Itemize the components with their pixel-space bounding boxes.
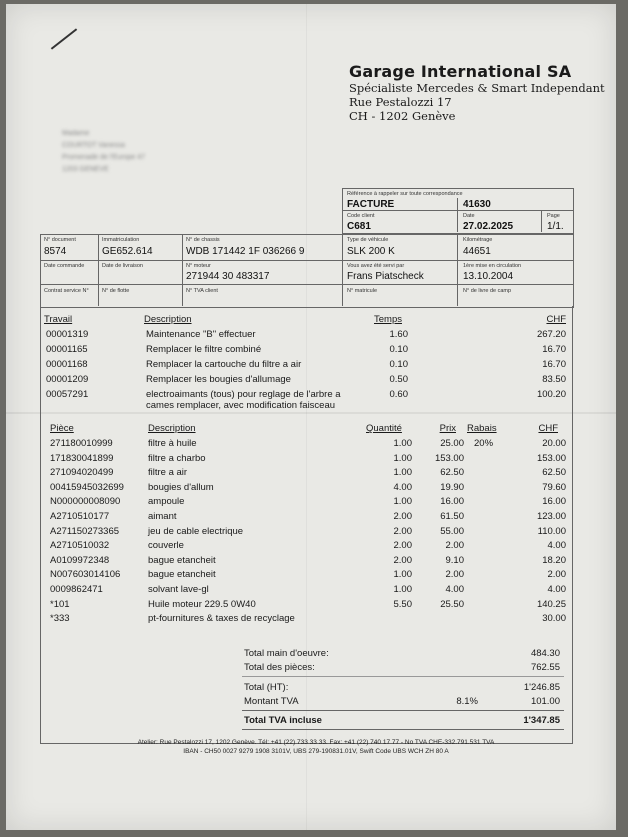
mileage: 44651 [463, 246, 491, 257]
labor-desc-continued: cames remplacer, avec modification faisceau [146, 400, 336, 411]
pen-mark [51, 28, 77, 49]
vat-rate: 8.1% [456, 696, 478, 707]
part-desc: filtre a charbo [148, 452, 206, 464]
part-chf: 2.00 [547, 569, 566, 581]
part-desc: Huile moteur 229.5 0W40 [148, 598, 256, 610]
date-label: Date [463, 213, 475, 219]
doc-no-label: N° document [44, 237, 76, 243]
part-qty: 1.00 [393, 452, 412, 464]
vat-client-label: N° TVA client [186, 288, 218, 294]
total-labor-label: Total main d'oeuvre: [244, 648, 329, 659]
labor-col-time: Temps [374, 314, 402, 325]
grid-line [40, 284, 573, 285]
total-ht-label: Total (HT): [244, 682, 289, 693]
part-code: *101 [50, 598, 70, 610]
part-qty: 4.00 [393, 481, 412, 493]
part-code: A2710510032 [50, 540, 110, 552]
part-code: 271094020499 [50, 467, 114, 479]
part-price: 62.50 [440, 467, 464, 479]
paper-fold [6, 412, 616, 414]
part-price: 16.00 [440, 496, 464, 508]
vehicle-type-label: Type de véhicule [347, 237, 389, 243]
reference-label: Référence à rappeler sur toute correspondance [347, 191, 463, 197]
company-header [349, 62, 605, 123]
labor-time: 0.60 [389, 389, 408, 400]
addressee-block [62, 128, 145, 176]
fleet-label: N° de flotte [102, 288, 130, 294]
part-code: *333 [50, 613, 70, 625]
doc-type: FACTURE [347, 199, 395, 210]
part-code: 271180010999 [50, 438, 113, 449]
part-desc: bague etancheit [148, 569, 216, 581]
invoice-date: 27.02.2025 [463, 221, 514, 232]
part-price: 25.50 [440, 598, 464, 610]
part-price: 2.00 [445, 569, 464, 581]
grid-line [98, 234, 99, 260]
served-by: Frans Piatscheck [347, 271, 424, 282]
grid-line [541, 210, 542, 232]
part-chf: 16.00 [542, 496, 566, 508]
part-price: 55.00 [440, 525, 464, 537]
part-chf: 62.50 [542, 467, 566, 479]
part-chf: 79.60 [542, 481, 566, 493]
part-chf: 30.00 [542, 613, 566, 625]
total-parts-label: Total des pièces: [244, 662, 315, 673]
part-chf: 153.00 [536, 452, 566, 464]
labor-code: 00001319 [46, 329, 89, 340]
parts-col-price: Prix [439, 423, 456, 434]
labor-time: 1.60 [389, 329, 408, 340]
grid-line [457, 234, 458, 306]
part-code: 171830041899 [50, 452, 114, 464]
labor-chf: 16.70 [542, 359, 566, 370]
client-code-label: Code client [347, 213, 375, 219]
part-code: A0109972348 [50, 554, 110, 566]
total-ht: 1'246.85 [523, 682, 560, 693]
chassis-label: N° de chassis [186, 237, 220, 243]
part-qty: 1.00 [393, 438, 412, 449]
addressee-line: 1203 GENEVE [62, 166, 109, 173]
mileage-label: Kilométrage [463, 237, 493, 243]
part-chf: 20.00 [542, 438, 566, 449]
order-date-label: Date commande [44, 263, 85, 269]
company-name: Garage International SA [349, 62, 572, 81]
page-number: 1/1. [547, 221, 564, 232]
part-desc: filtre à huile [148, 438, 197, 449]
part-chf: 110.00 [537, 525, 566, 537]
part-desc: ampoule [148, 496, 185, 508]
totals-divider [242, 710, 564, 711]
labor-desc: electroaimants (tous) pour reglage de l'arbre a [146, 389, 341, 400]
labor-code: 00001165 [46, 344, 88, 355]
part-code: A271150273365 [50, 525, 120, 537]
addressee-line: COURTOT Vanessa [62, 142, 125, 149]
chassis-number: WDB 171442 1F 036266 9 [186, 246, 305, 257]
totals-divider [242, 729, 564, 730]
served-by-label: Vous avez été servi par [347, 263, 405, 269]
part-price: 61.50 [440, 511, 464, 522]
part-price: 19.90 [440, 481, 464, 493]
service-book-label: N° de livre de camp [463, 288, 512, 294]
part-qty: 1.00 [393, 569, 412, 581]
footer [66, 738, 566, 756]
part-desc: jeu de cable electrique [148, 525, 244, 537]
frame-line [572, 306, 573, 744]
addressee-line: Promenade de l'Europe 47 [62, 154, 146, 161]
delivery-date-label: Date de livraison [102, 263, 143, 269]
invoice-number: 41630 [463, 199, 491, 210]
labor-code: 00001168 [46, 359, 88, 370]
frame-line [40, 306, 41, 744]
invoice-paper [6, 4, 616, 830]
total-ttc-label: Total TVA incluse [244, 715, 322, 726]
part-code: N000000008090 [50, 496, 121, 508]
company-city: CH - 1202 Genève [349, 109, 456, 123]
labor-desc: Remplacer les bougies d'allumage [146, 374, 291, 385]
labor-chf: 267.20 [536, 329, 566, 340]
part-desc: couverle [148, 540, 184, 552]
labor-chf: 83.50 [542, 374, 566, 385]
vat-label: Montant TVA [244, 696, 299, 707]
part-chf: 140.25 [536, 598, 566, 610]
labor-col-work: Travail [44, 314, 73, 325]
total-ttc: 1'347.85 [523, 715, 560, 726]
part-discount: 20% [474, 438, 494, 449]
engine-number: 271944 30 483317 [186, 271, 270, 282]
total-parts: 762.55 [530, 662, 560, 673]
part-desc: pt-fournitures & taxes de recyclage [148, 613, 295, 625]
grid-line [342, 234, 343, 306]
registration-label: Immatriculation [102, 237, 140, 243]
part-chf: 18.20 [542, 554, 566, 566]
client-code: C681 [347, 221, 371, 232]
vat-amount: 101.00 [530, 696, 560, 707]
first-registration: 13.10.2004 [463, 271, 514, 282]
labor-desc: Remplacer la cartouche du filtre a air [146, 359, 302, 370]
part-desc: bougies d'allum [148, 481, 214, 493]
labor-col-chf: CHF [546, 314, 566, 325]
part-qty: 2.00 [393, 540, 412, 552]
part-price: 2.00 [445, 540, 464, 552]
part-desc: filtre a air [148, 467, 188, 479]
part-price: 153.00 [434, 452, 464, 464]
part-code: 0009862471 [50, 584, 103, 595]
part-qty: 1.00 [393, 496, 412, 508]
footer-line2: IBAN - CH50 0027 9279 1908 3101V, UBS 279-190831.01V, Swift Code UBS WCH ZH 80 A [183, 748, 449, 755]
labor-desc: Maintenance "B" effectuer [146, 329, 256, 340]
grid-line [182, 234, 183, 306]
part-code: 00415945032699 [50, 481, 124, 493]
labor-col-desc: Description [144, 314, 192, 325]
part-qty: 2.00 [393, 511, 412, 522]
part-desc: aimant [148, 511, 177, 522]
labor-code: 00001209 [46, 374, 89, 385]
labor-time: 0.10 [389, 344, 408, 355]
part-qty: 2.00 [393, 554, 412, 566]
parts-col-part: Pièce [50, 423, 74, 434]
company-tagline: Spécialiste Mercedes & Smart Independant [349, 81, 605, 95]
grid-line [98, 260, 99, 306]
parts-col-qty: Quantité [366, 423, 402, 434]
part-qty: 2.00 [393, 525, 412, 537]
paper-fold-vertical [306, 4, 307, 830]
totals-divider [242, 676, 564, 677]
parts-col-chf: CHF [538, 423, 558, 434]
labor-time: 0.50 [389, 374, 408, 385]
grid-line [40, 260, 573, 261]
total-labor: 484.30 [530, 648, 560, 659]
footer-line1: Atelier: Rue Pestalozzi 17, 1202 Genève. Tél: +41 (22) 733 33 33. Fax: +41 (22) 740 17 77 - No TVA CHE-332.791.531 TVA [137, 739, 495, 746]
part-qty: 1.00 [393, 467, 412, 479]
part-qty: 1.00 [393, 584, 412, 595]
registration: GE652.614 [102, 246, 153, 257]
part-desc: bague etancheit [148, 554, 216, 566]
part-chf: 123.00 [536, 511, 566, 522]
part-chf: 4.00 [547, 540, 566, 552]
part-price: 25.00 [440, 438, 464, 449]
labor-desc: Remplacer le filtre combiné [146, 344, 262, 355]
page-label: Page [547, 213, 560, 219]
reg-no-label: N° matricule [347, 288, 378, 294]
doc-no: 8574 [44, 246, 67, 257]
labor-code: 00057291 [46, 389, 89, 400]
part-price: 9.10 [445, 554, 464, 566]
addressee-line: Madame [62, 130, 90, 137]
parts-col-discount: Rabais [467, 423, 497, 434]
labor-chf: 100.20 [536, 389, 566, 400]
part-price: 4.00 [445, 584, 464, 595]
vehicle-type: SLK 200 K [347, 246, 395, 257]
service-contract-label: Contrat service N° [44, 288, 89, 294]
engine-label: N° moteur [186, 263, 211, 269]
labor-chf: 16.70 [542, 344, 566, 355]
part-desc: solvant lave-gl [148, 584, 209, 595]
company-street: Rue Pestalozzi 17 [349, 95, 452, 109]
part-qty: 5.50 [393, 598, 412, 610]
parts-col-desc: Description [148, 423, 196, 434]
part-code: A2710510177 [50, 511, 110, 522]
grid-line [457, 198, 458, 232]
part-chf: 4.00 [547, 584, 566, 595]
labor-time: 0.10 [389, 359, 408, 370]
first-registration-label: 1ère mise en circulation [463, 263, 522, 269]
part-code: N007603014106 [50, 569, 121, 581]
